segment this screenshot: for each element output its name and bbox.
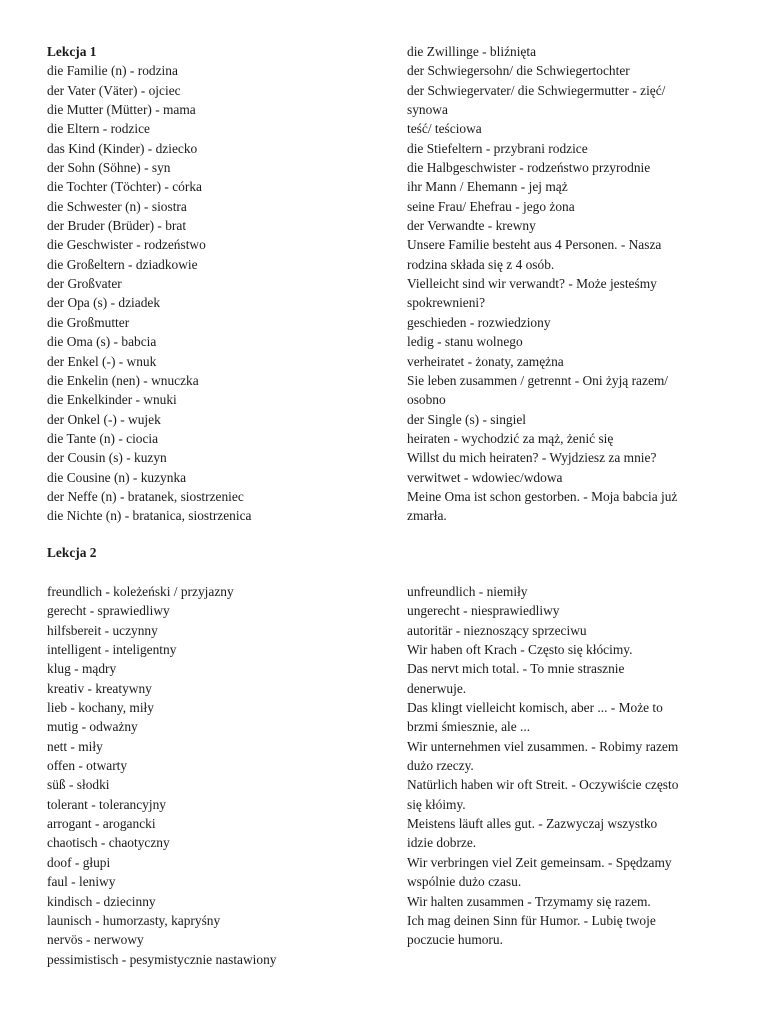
vocab-line: launisch - humorzasty, kapryśny bbox=[47, 912, 221, 928]
vocab-line: Vielleicht sind wir verwandt? - Może jesteśmy bbox=[407, 276, 657, 292]
vocab-line: nett - miły bbox=[47, 738, 103, 754]
vocab-line: hilfsbereit - uczynny bbox=[47, 622, 158, 638]
vocab-line: der Cousin (s) - kuzyn bbox=[47, 450, 167, 466]
vocab-line: die Stiefeltern - przybrani rodzice bbox=[407, 140, 588, 156]
lesson2-left-list bbox=[47, 582, 397, 969]
vocab-line: die Zwillinge - bliźnięta bbox=[407, 44, 537, 59]
vocab-line: Wir haben oft Krach - Często się kłócimy. bbox=[407, 642, 633, 658]
vocab-line: der Neffe (n) - bratanek, siostrzeniec bbox=[47, 488, 244, 504]
vocab-line: die Oma (s) - babcia bbox=[47, 334, 157, 350]
vocab-line: brzmi śmiesznie, ale ... bbox=[407, 719, 531, 735]
vocab-line: ledig - stanu wolnego bbox=[407, 334, 523, 350]
vocab-line: Meistens läuft alles gut. - Zazwyczaj wszystko bbox=[407, 816, 658, 832]
vocab-line: intelligent - inteligentny bbox=[47, 642, 177, 658]
vocab-line: freundlich - koleżeński / przyjazny bbox=[47, 584, 234, 599]
vocab-line: kreativ - kreatywny bbox=[47, 680, 152, 696]
vocab-line: die Tante (n) - ciocia bbox=[47, 430, 159, 446]
lesson1-right-column bbox=[407, 42, 729, 526]
vocab-line: der Enkel (-) - wnuk bbox=[47, 353, 157, 369]
vocab-line: chaotisch - chaotyczny bbox=[47, 835, 170, 851]
vocab-line: ihr Mann / Ehemann - jej mąż bbox=[407, 179, 568, 195]
vocab-line: offen - otwarty bbox=[47, 758, 128, 774]
vocab-line: poczucie humoru. bbox=[407, 932, 503, 948]
vocab-line: der Verwandte - krewny bbox=[407, 218, 536, 234]
lesson1-left-list bbox=[47, 61, 397, 525]
vocab-line: der Schwiegersohn/ die Schwiegertochter bbox=[407, 63, 630, 79]
vocab-line: heiraten - wychodzić za mąż, żenić się bbox=[407, 430, 614, 446]
vocab-line: teść/ teściowa bbox=[407, 121, 482, 137]
vocab-line: süß - słodki bbox=[47, 777, 110, 793]
lesson2-right-list bbox=[407, 582, 729, 950]
vocab-line: doof - głupi bbox=[47, 854, 111, 870]
vocab-line: dużo rzeczy. bbox=[407, 758, 474, 774]
vocab-line: die Geschwister - rodzeństwo bbox=[47, 237, 206, 253]
vocab-line: osobno bbox=[407, 392, 446, 408]
vocab-line: spokrewnieni? bbox=[407, 295, 486, 311]
vocab-line: die Tochter (Töchter) - córka bbox=[47, 179, 202, 195]
vocab-line: der Opa (s) - dziadek bbox=[47, 295, 161, 311]
vocab-line: nervös - nerwowy bbox=[47, 932, 144, 948]
vocab-line: der Bruder (Brüder) - brat bbox=[47, 218, 187, 234]
vocab-line: tolerant - tolerancyjny bbox=[47, 796, 166, 812]
vocab-line: die Eltern - rodzice bbox=[47, 121, 150, 137]
vocab-line: idzie dobrze. bbox=[407, 835, 477, 851]
vocab-line: rodzina składa się z 4 osób. bbox=[407, 256, 555, 272]
vocab-line: denerwuje. bbox=[407, 680, 467, 696]
vocab-line: faul - leniwy bbox=[47, 874, 116, 890]
vocab-line: die Großeltern - dziadkowie bbox=[47, 256, 198, 272]
vocab-line: seine Frau/ Ehefrau - jego żona bbox=[407, 198, 575, 214]
vocab-line: Ich mag deinen Sinn für Humor. - Lubię twoje bbox=[407, 912, 656, 928]
vocab-line: verwitwet - wdowiec/wdowa bbox=[407, 469, 563, 485]
vocab-line: die Schwester (n) - siostra bbox=[47, 198, 187, 214]
lesson2-left-column bbox=[47, 582, 397, 969]
vocab-line: die Halbgeschwister - rodzeństwo przyrodnie bbox=[407, 160, 651, 176]
vocab-line: der Onkel (-) - wujek bbox=[47, 411, 161, 427]
vocab-line: kindisch - dziecinny bbox=[47, 893, 156, 909]
vocab-line: wspólnie dużo czasu. bbox=[407, 874, 522, 890]
vocab-line: die Großmutter bbox=[47, 314, 130, 330]
lesson1-right-list bbox=[407, 42, 729, 526]
lesson2-right-column bbox=[407, 582, 729, 950]
vocab-line: Das klingt vielleicht komisch, aber ... - Może to bbox=[407, 700, 663, 716]
vocab-line: Wir verbringen viel Zeit gemeinsam. - Spędzamy bbox=[407, 854, 672, 870]
vocab-line: die Nichte (n) - bratanica, siostrzenica bbox=[47, 508, 252, 524]
vocab-line: der Single (s) - singiel bbox=[407, 411, 527, 427]
vocab-line: die Enkelkinder - wnuki bbox=[47, 392, 177, 408]
vocab-line: die Enkelin (nen) - wnuczka bbox=[47, 372, 199, 388]
vocab-line: ungerecht - niesprawiedliwy bbox=[407, 603, 560, 619]
vocab-line: Natürlich haben wir oft Streit. - Oczywiście często bbox=[407, 777, 679, 793]
vocab-line: się kłóimy. bbox=[407, 796, 466, 812]
vocab-line: pessimistisch - pesymistycznie nastawiony bbox=[47, 951, 277, 967]
vocab-line: der Großvater bbox=[47, 276, 122, 292]
vocab-line: das Kind (Kinder) - dziecko bbox=[47, 140, 198, 156]
lesson2-heading: Lekcja 2 bbox=[47, 545, 97, 560]
vocab-line: synowa bbox=[407, 102, 448, 118]
vocab-line: die Familie (n) - rodzina bbox=[47, 63, 178, 79]
vocab-line: Das nervt mich total. - To mnie strasznie bbox=[407, 661, 625, 677]
vocab-line: klug - mądry bbox=[47, 661, 117, 677]
vocab-line: autoritär - nieznoszący sprzeciwu bbox=[407, 622, 587, 638]
vocab-line: Unsere Familie besteht aus 4 Personen. - Nasza bbox=[407, 237, 662, 253]
vocab-line: mutig - odważny bbox=[47, 719, 138, 735]
vocab-line: zmarła. bbox=[407, 508, 447, 524]
lesson1-left-column bbox=[47, 42, 397, 526]
vocab-line: arrogant - arogancki bbox=[47, 816, 156, 832]
vocab-line: Wir unternehmen viel zusammen. - Robimy razem bbox=[407, 738, 679, 754]
vocab-line: der Sohn (Söhne) - syn bbox=[47, 160, 171, 176]
vocab-line: die Cousine (n) - kuzynka bbox=[47, 469, 187, 485]
vocab-line: die Mutter (Mütter) - mama bbox=[47, 102, 196, 118]
vocab-line: lieb - kochany, miły bbox=[47, 700, 154, 716]
vocab-line: verheiratet - żonaty, zamężna bbox=[407, 353, 564, 369]
vocab-line: geschieden - rozwiedziony bbox=[407, 314, 551, 330]
vocab-line: Wir halten zusammen - Trzymamy się razem. bbox=[407, 893, 651, 909]
vocab-line: Sie leben zusammen / getrennt - Oni żyją razem/ bbox=[407, 372, 669, 388]
vocab-line: Willst du mich heiraten? - Wyjdziesz za mnie? bbox=[407, 450, 657, 466]
vocab-line: gerecht - sprawiedliwy bbox=[47, 603, 170, 619]
vocab-line: der Schwiegervater/ die Schwiegermutter - zięć/ bbox=[407, 82, 666, 98]
lesson1-heading: Lekcja 1 bbox=[47, 44, 97, 59]
vocab-line: der Vater (Väter) - ojciec bbox=[47, 82, 181, 98]
vocab-line: unfreundlich - niemiły bbox=[407, 584, 528, 599]
lesson2-heading-wrap bbox=[47, 543, 96, 562]
vocab-line: Meine Oma ist schon gestorben. - Moja babcia już bbox=[407, 488, 678, 504]
